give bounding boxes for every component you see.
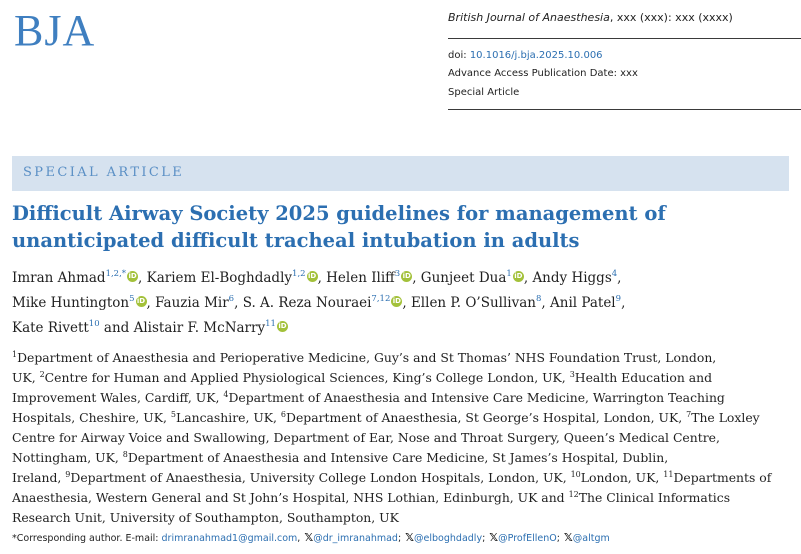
affiliation-line: UK, $^2$Centre for Human and Applied Physiological Sciences, King’s College London, UK, $^3$Health Education and bbox=[12, 370, 713, 385]
author-name[interactable]: Andy Higgs bbox=[532, 270, 612, 286]
article-type: Special Article bbox=[448, 87, 520, 98]
affiliation-line: $^1$Department of Anaesthesia and Perioperative Medicine, Guy’s and St Thomas’ NHS Foundation Trust, London, bbox=[12, 350, 717, 365]
journal-logo: BJA bbox=[14, 6, 96, 55]
affiliations bbox=[12, 348, 797, 528]
author-line-2: Mike Huntington$^5$ iD, Fauzia Mir$^6$, S. A. Reza Nouraei$^{7,12}$ iD, Ellen P. O’Sullivan$^8$, Anil Patel$^9$, bbox=[12, 294, 626, 311]
affiliation-text: UK, bbox=[12, 370, 40, 385]
orcid-icon[interactable]: iD bbox=[278, 322, 287, 330]
orcid-icon[interactable]: iD bbox=[136, 297, 146, 305]
header-rule-top bbox=[448, 38, 801, 39]
author-affiliation-sup[interactable]: 6 bbox=[228, 294, 235, 304]
affiliation-text: The Clinical Informatics bbox=[578, 490, 731, 505]
affiliation-text: Department of Anaesthesia, University College London Hospitals, London, UK, bbox=[70, 470, 571, 485]
orcid-icon[interactable]: iD bbox=[514, 272, 523, 280]
affiliation-line: Hospitals, Cheshire, UK, $^5$Lancashire, UK, $^6$Department of Anaesthesia, St George’s Hospital, London, UK, $^7$The Loxley bbox=[12, 410, 760, 425]
corresponding-author: *Corresponding author. E-mail: drimranahmad1@gmail.com, 𝕏@dr_imranahmad; 𝕏@elboghdadly; 𝕏@ProfEllenO; 𝕏@altgm bbox=[12, 531, 610, 544]
author-line-1: Imran Ahmad$^{1,2,*}$ iD, Kariem El-Boghdadly$^{1,2}$ iD, Helen Iliff$^3$ iD, Gunjeet Dua$^1$ iD, Andy Higgs$^4$, bbox=[12, 269, 622, 286]
journal-citation bbox=[448, 11, 733, 24]
and-connector: and bbox=[103, 320, 130, 336]
affiliation-text: Department of Anaesthesia, St George’s Hospital, London, UK, bbox=[286, 410, 687, 425]
affiliation-text: Hospitals, Cheshire, UK, bbox=[12, 410, 171, 425]
author-affiliation-sup[interactable]: 10 bbox=[88, 319, 100, 329]
doi-link[interactable]: 10.1016/j.bja.2025.10.006 bbox=[469, 50, 603, 61]
author-line-3 bbox=[12, 316, 797, 341]
affiliation-text: Improvement Wales, Cardiff, UK, bbox=[12, 390, 224, 405]
author-name[interactable]: Gunjeet Dua bbox=[420, 270, 507, 286]
affiliation-line bbox=[12, 428, 797, 448]
author-name[interactable]: Imran Ahmad bbox=[12, 270, 106, 286]
orcid-icon[interactable]: iD bbox=[392, 297, 401, 305]
author-affiliation-sup[interactable]: 1 bbox=[506, 269, 512, 279]
affiliation-line: Nottingham, UK, $^8$Department of Anaesthesia and Intensive Care Medicine, St James’s Hospital, Dublin, bbox=[12, 450, 669, 465]
author-affiliation-sup[interactable]: 3 bbox=[394, 269, 401, 279]
author-name[interactable]: Helen Iliff bbox=[326, 270, 395, 286]
email-link[interactable]: drimranahmad1@gmail.com bbox=[161, 533, 298, 544]
author-affiliation-sup[interactable]: 4 bbox=[611, 269, 618, 279]
author-affiliation-sup[interactable]: 5 bbox=[129, 294, 135, 304]
volume-info: , xxx (xxx): xxx (xxxx) bbox=[609, 11, 733, 24]
social-handle[interactable]: @ProfEllenO bbox=[498, 533, 557, 544]
affiliation-text: Departments of bbox=[673, 470, 772, 485]
author-affiliation-sup[interactable]: 1,2,* bbox=[105, 269, 127, 279]
affiliation-text: Department of Anaesthesia and Perioperative Medicine, Guy’s and St Thomas’ NHS Foundation Trust, London, bbox=[17, 350, 717, 365]
title-line-1: Difficult Airway Society 2025 guidelines for management of bbox=[12, 202, 666, 225]
affiliation-text: Anaesthesia, Western General and St John’s Hospital, NHS Lothian, Edinburgh, UK and bbox=[12, 490, 569, 505]
affiliation-text: Centre for Human and Applied Physiological Sciences, King’s College London, UK, bbox=[44, 370, 570, 385]
author-name[interactable]: Anil Patel bbox=[550, 295, 616, 311]
affiliation-line bbox=[12, 508, 797, 528]
article-title bbox=[12, 200, 792, 254]
affiliation-text: Department of Anaesthesia and Intensive Care Medicine, St James’s Hospital, Dublin, bbox=[127, 450, 669, 465]
affiliation-line: Ireland, $^9$Department of Anaesthesia, University College London Hospitals, London, UK, $^{10}$London, UK, $^{11}$Departments of bbox=[12, 470, 772, 485]
affiliation-text: London, UK, bbox=[580, 470, 664, 485]
corresponding-label: *Corresponding author. E-mail: bbox=[12, 533, 162, 544]
x-icon: 𝕏 bbox=[405, 531, 415, 544]
x-icon: 𝕏 bbox=[563, 531, 573, 544]
author-name[interactable]: Kariem El-Boghdadly bbox=[146, 270, 293, 286]
author-name[interactable]: Ellen P. O’Sullivan bbox=[410, 295, 536, 311]
author-affiliation-sup[interactable]: 11 bbox=[265, 319, 276, 329]
author-list bbox=[12, 266, 797, 341]
affiliation-text: Research Unit, University of Southampton, Southampton, UK bbox=[12, 510, 399, 525]
affiliation-text: Nottingham, UK, bbox=[12, 450, 123, 465]
affiliation-text: Lancashire, UK, bbox=[175, 410, 281, 425]
title-line-2: unanticipated difficult tracheal intubation in adults bbox=[12, 229, 580, 252]
affiliation-text: Ireland, bbox=[12, 470, 66, 485]
affiliation-text: Health Education and bbox=[574, 370, 713, 385]
social-handle[interactable]: @elboghdadly bbox=[414, 533, 483, 544]
author-name[interactable]: Kate Rivett bbox=[12, 320, 89, 336]
orcid-icon[interactable]: iD bbox=[307, 272, 317, 280]
x-icon: 𝕏 bbox=[489, 531, 499, 544]
author-name[interactable]: Mike Huntington bbox=[12, 295, 130, 311]
orcid-icon[interactable]: iD bbox=[128, 272, 137, 280]
author-affiliation-sup[interactable]: 9 bbox=[615, 294, 622, 304]
social-handle[interactable]: @altgm bbox=[572, 533, 610, 544]
advance-access: Advance Access Publication Date: xxx bbox=[448, 68, 638, 79]
header-rule-bottom bbox=[448, 109, 801, 110]
affiliation-text: Department of Anaesthesia and Intensive Care Medicine, Warrington Teaching bbox=[228, 390, 725, 405]
x-icon: 𝕏 bbox=[304, 531, 314, 544]
doi-label: doi: bbox=[448, 50, 467, 61]
author-affiliation-sup[interactable]: 7,12 bbox=[371, 294, 391, 304]
social-handle[interactable]: @dr_imranahmad bbox=[313, 533, 398, 544]
author-name[interactable]: Alistair F. McNarry bbox=[133, 320, 266, 336]
orcid-icon[interactable]: iD bbox=[402, 272, 411, 280]
affiliation-line: Improvement Wales, Cardiff, UK, $^4$Department of Anaesthesia and Intensive Care Medicine, Warrington Teaching bbox=[12, 390, 725, 405]
author-name[interactable]: Fauzia Mir bbox=[155, 295, 229, 311]
author-name[interactable]: S. A. Reza Nouraei bbox=[242, 295, 372, 311]
doi-line bbox=[448, 50, 603, 61]
author-affiliation-sup[interactable]: 8 bbox=[535, 294, 542, 304]
author-affiliation-sup[interactable]: 1,2 bbox=[292, 269, 306, 279]
affiliation-text: The Loxley bbox=[691, 410, 760, 425]
section-banner bbox=[12, 156, 789, 191]
affiliation-text: Centre for Airway Voice and Swallowing, Department of Ear, Nose and Throat Surgery, Queen’s Medical Centre, bbox=[12, 430, 720, 445]
affiliation-line: Anaesthesia, Western General and St John’s Hospital, NHS Lothian, Edinburgh, UK and $^{12}$The Clinical Informatics bbox=[12, 490, 731, 505]
journal-name: British Journal of Anaesthesia bbox=[448, 11, 610, 24]
banner-label: SPECIAL ARTICLE bbox=[23, 165, 185, 180]
